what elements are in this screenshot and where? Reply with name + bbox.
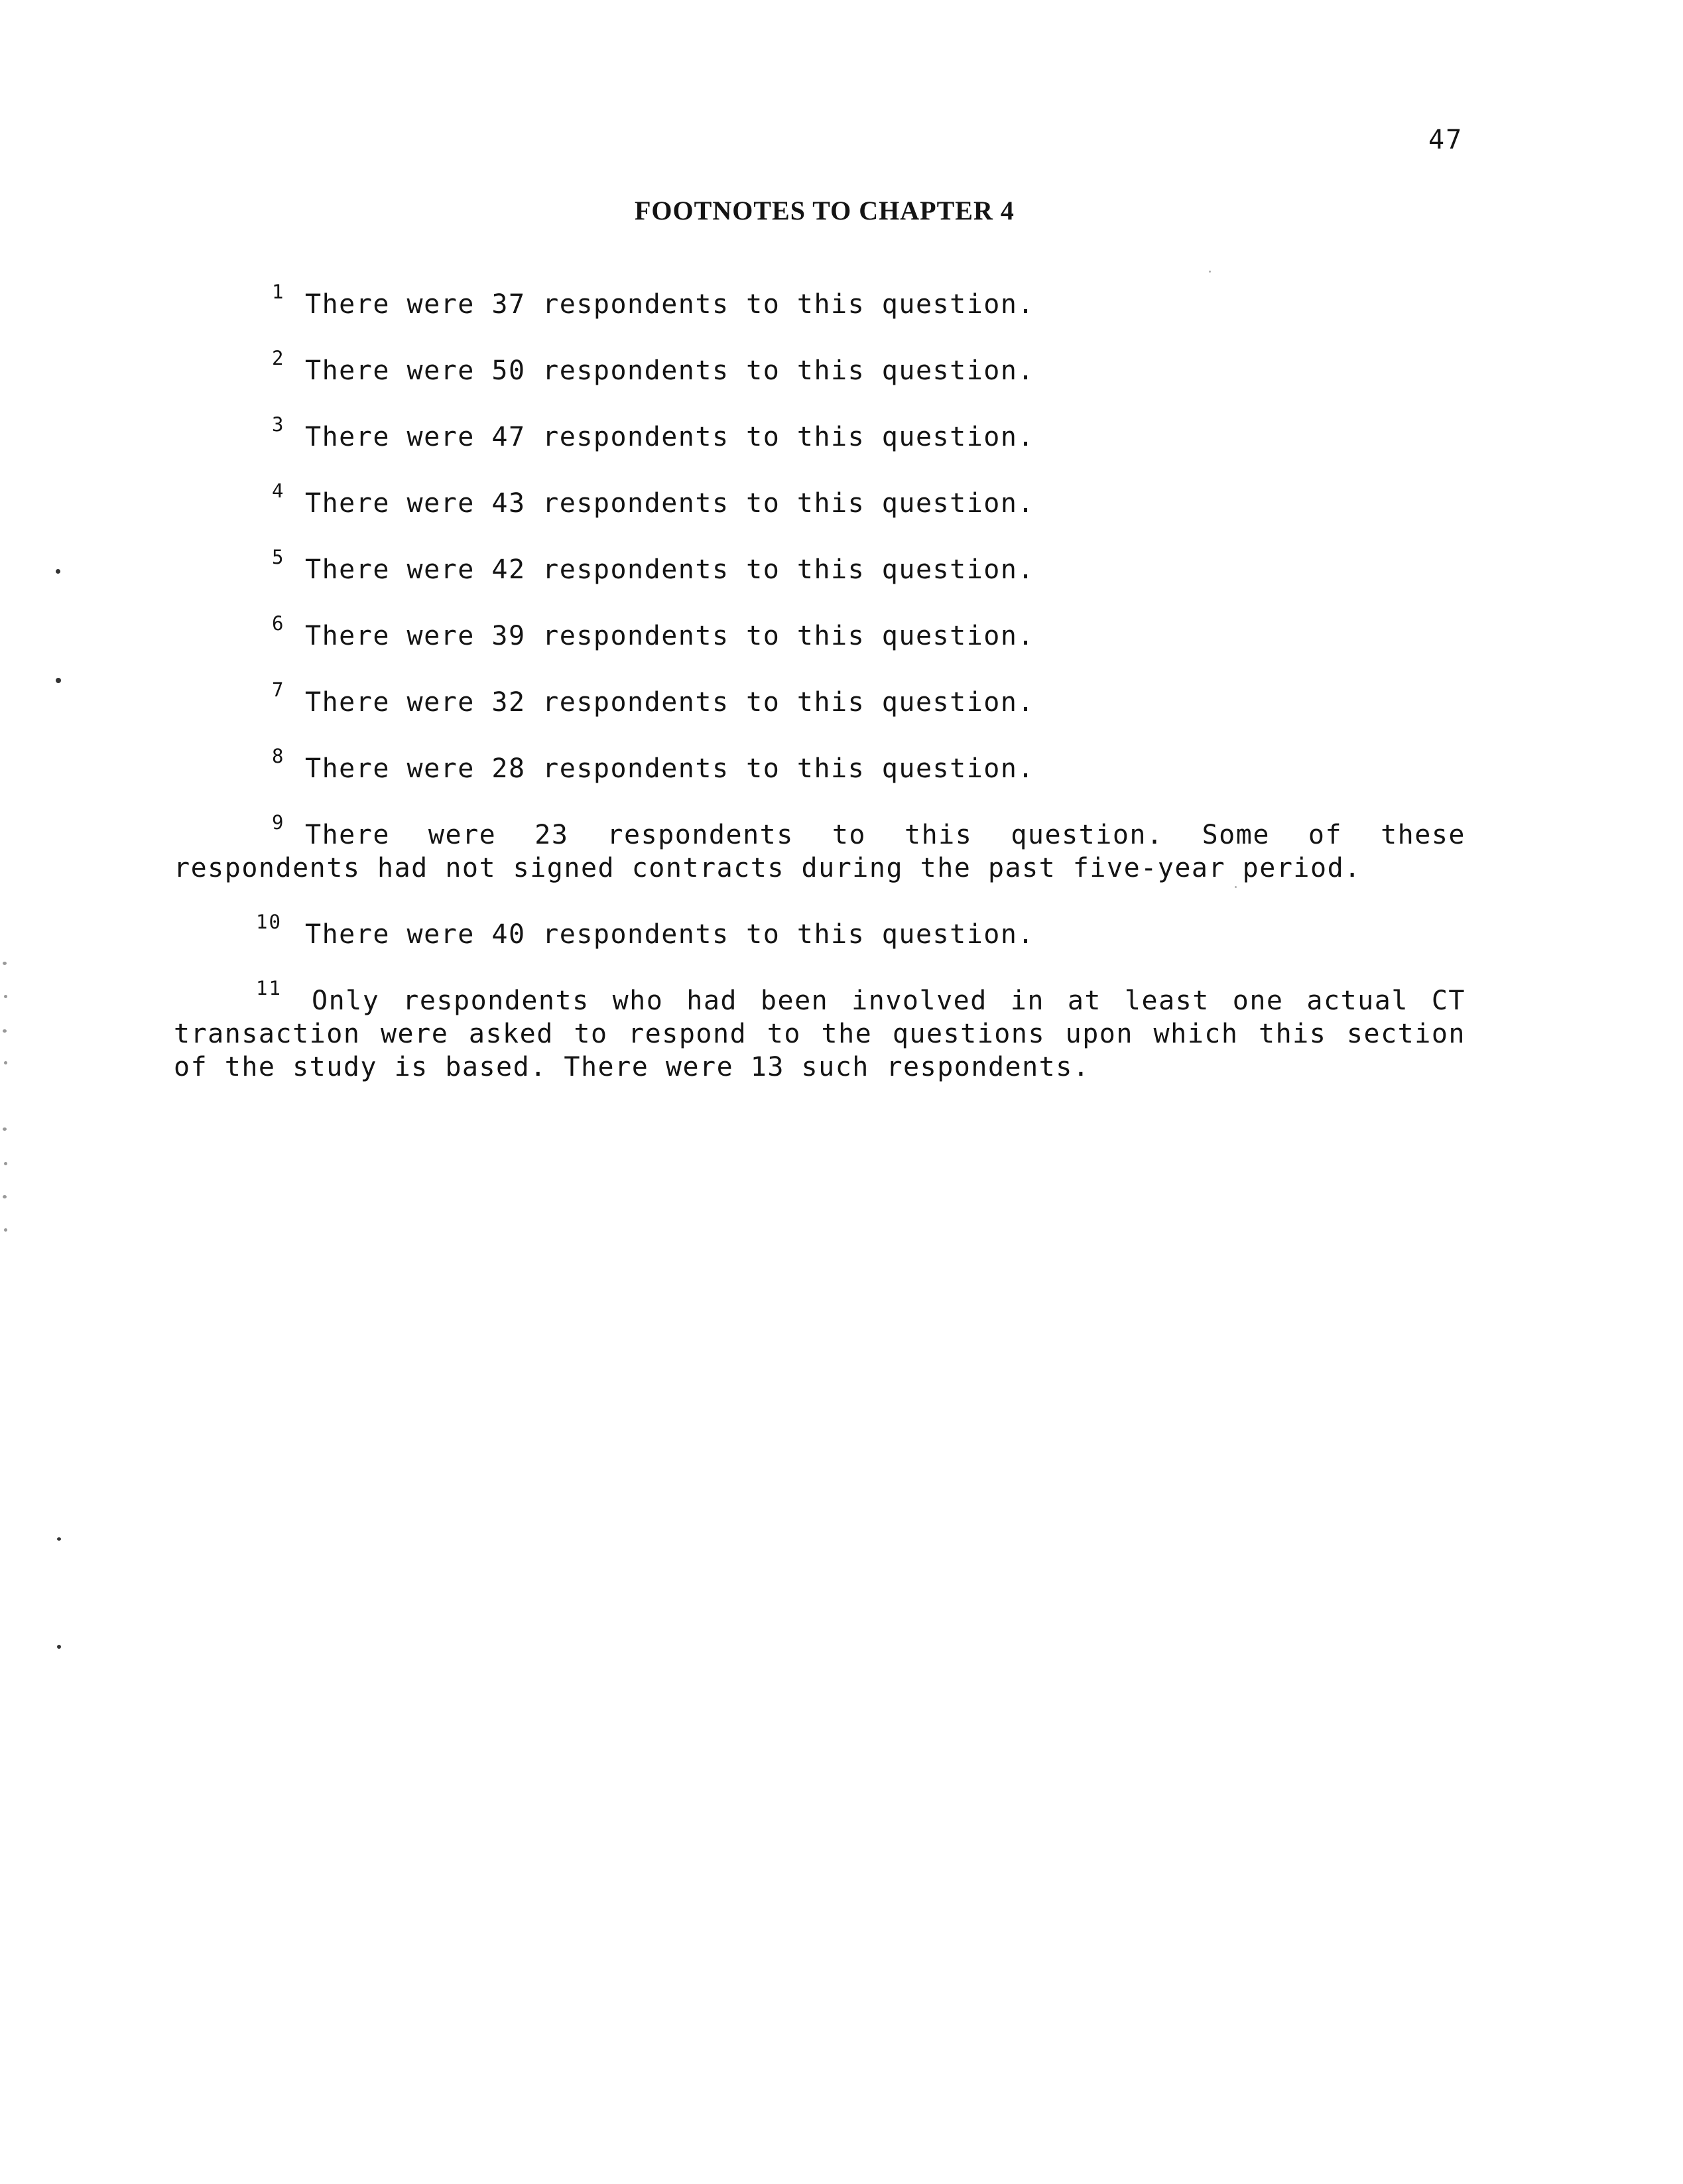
scan-speck [1209, 271, 1211, 273]
scan-speck [4, 1228, 7, 1232]
footnote-text: There were 37 respondents to this question. [305, 289, 1035, 320]
footnote-text: Only respondents who had been involved in at least one actual CT transaction were asked to respond to the questions upon which this section of the study is based. There were 13 such respondents. [174, 986, 1465, 1082]
scan-speck [57, 1537, 61, 1541]
scan-speck [4, 1061, 7, 1064]
scan-speck [4, 995, 7, 998]
footnote-text: There were 23 respondents to this question. Some of these respondents had not signed contracts during the past five-year period. [174, 820, 1465, 883]
footnote-mark: 9 [272, 811, 285, 834]
footnote-text: There were 40 respondents to this question. [305, 919, 1035, 950]
footnote-mark: 2 [272, 347, 285, 369]
scan-speck [3, 1127, 7, 1131]
footnote-text: There were 39 respondents to this question. [305, 621, 1035, 651]
footnote-text: There were 50 respondents to this question. [305, 355, 1035, 386]
page-title: FOOTNOTES TO CHAPTER 4 [635, 196, 1015, 225]
footnote-mark: 4 [272, 480, 285, 502]
footnote-mark: 11 [256, 977, 282, 999]
page-number: 47 [1428, 125, 1464, 155]
scan-speck [56, 569, 60, 574]
scan-speck [4, 1162, 7, 1165]
footnote-mark: 5 [272, 546, 285, 568]
footnote-text: There were 42 respondents to this question. [305, 554, 1035, 585]
scan-speck [1235, 886, 1237, 888]
footnote-mark: 6 [272, 612, 285, 635]
scan-speck [3, 1195, 7, 1198]
footnote-mark: 10 [256, 911, 282, 933]
footnote-text: There were 28 respondents to this question. [305, 753, 1035, 784]
footnote-mark: 3 [272, 413, 285, 436]
scan-speck [56, 678, 61, 683]
footnote-text: There were 43 respondents to this question. [305, 488, 1035, 519]
footnote-text: There were 47 respondents to this question. [305, 422, 1035, 452]
scan-speck [3, 1029, 7, 1033]
footnote-mark: 7 [272, 678, 285, 701]
footnote-mark: 8 [272, 745, 285, 767]
footnote-mark: 1 [272, 281, 285, 303]
scan-speck [57, 1645, 61, 1649]
scan-speck [3, 962, 7, 965]
footnote-text: There were 32 respondents to this question. [305, 687, 1035, 718]
